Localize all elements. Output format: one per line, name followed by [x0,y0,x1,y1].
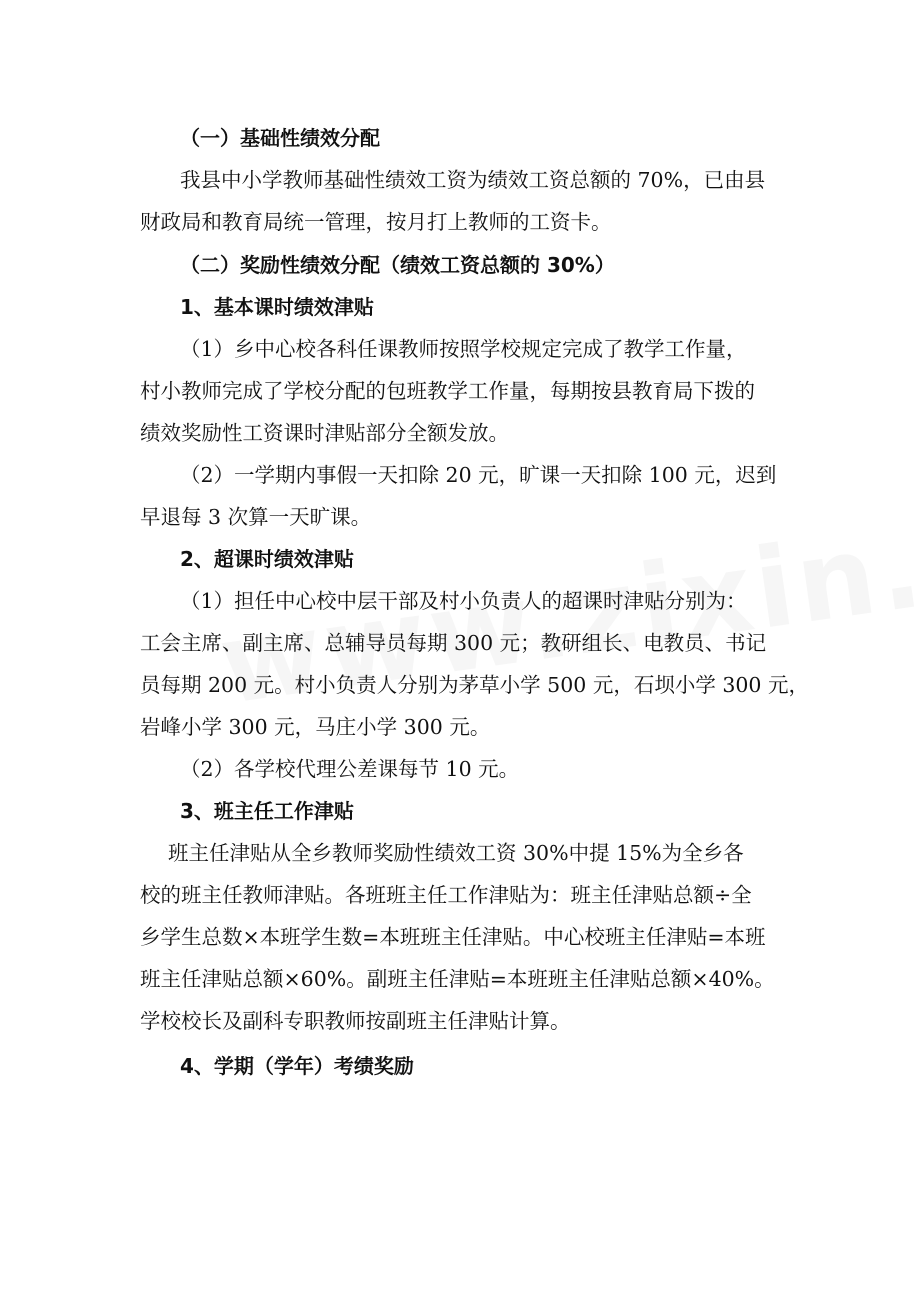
heading-overtime-class-hours: 2、超课时绩效津贴 [180,547,354,571]
paragraph-line: （2）一学期内事假一天扣除 20 元，旷课一天扣除 100 元，迟到 [180,463,777,487]
paragraph-line: 绩效奖励性工资课时津贴部分全额发放。 [140,421,509,445]
paragraph-line: 乡学生总数×本班学生数=本班班主任津贴。中心校班主任津贴=本班 [140,925,766,949]
paragraph-line: 学校校长及副科专职教师按副班主任津贴计算。 [140,1009,571,1033]
paragraph-line: 早退每 3 次算一天旷课。 [140,505,372,529]
paragraph-line: 我县中小学教师基础性绩效工资为绩效工资总额的 70%，已由县 [180,168,766,192]
heading-class-teacher-allowance: 3、班主任工作津贴 [180,799,354,823]
paragraph-line: （1）乡中心校各科任课教师按照学校规定完成了教学工作量， [180,337,747,361]
paragraph-line: 财政局和教育局统一管理，按月打上教师的工资卡。 [140,210,612,234]
paragraph-line: 班主任津贴从全乡教师奖励性绩效工资 30%中提 15%为全乡各 [168,841,744,865]
paragraph-line: （1）担任中心校中层干部及村小负责人的超课时津贴分别为： [180,589,747,613]
heading-term-assessment-reward: 4、学期（学年）考绩奖励 [180,1054,414,1078]
paragraph-line: 校的班主任教师津贴。各班班主任工作津贴为：班主任津贴总额÷全 [140,883,752,907]
paragraph-line: 班主任津贴总额×60%。副班主任津贴=本班班主任津贴总额×40%。 [140,967,775,991]
paragraph-line: 员每期 200 元。村小负责人分别为茅草小学 500 元，石坝小学 300 元， [140,673,809,697]
paragraph-line: （2）各学校代理公差课每节 10 元。 [180,757,520,781]
heading-basic-performance: （一）基础性绩效分配 [180,126,380,150]
paragraph-line: 村小教师完成了学校分配的包班教学工作量，每期按县教育局下拨的 [140,379,755,403]
heading-basic-class-hours: 1、基本课时绩效津贴 [180,295,374,319]
paragraph-line: 岩峰小学 300 元，马庄小学 300 元。 [140,715,491,739]
paragraph-line: 工会主席、副主席、总辅导员每期 300 元；教研组长、电教员、书记 [140,631,767,655]
heading-reward-performance: （二）奖励性绩效分配（绩效工资总额的 30%） [180,253,615,277]
